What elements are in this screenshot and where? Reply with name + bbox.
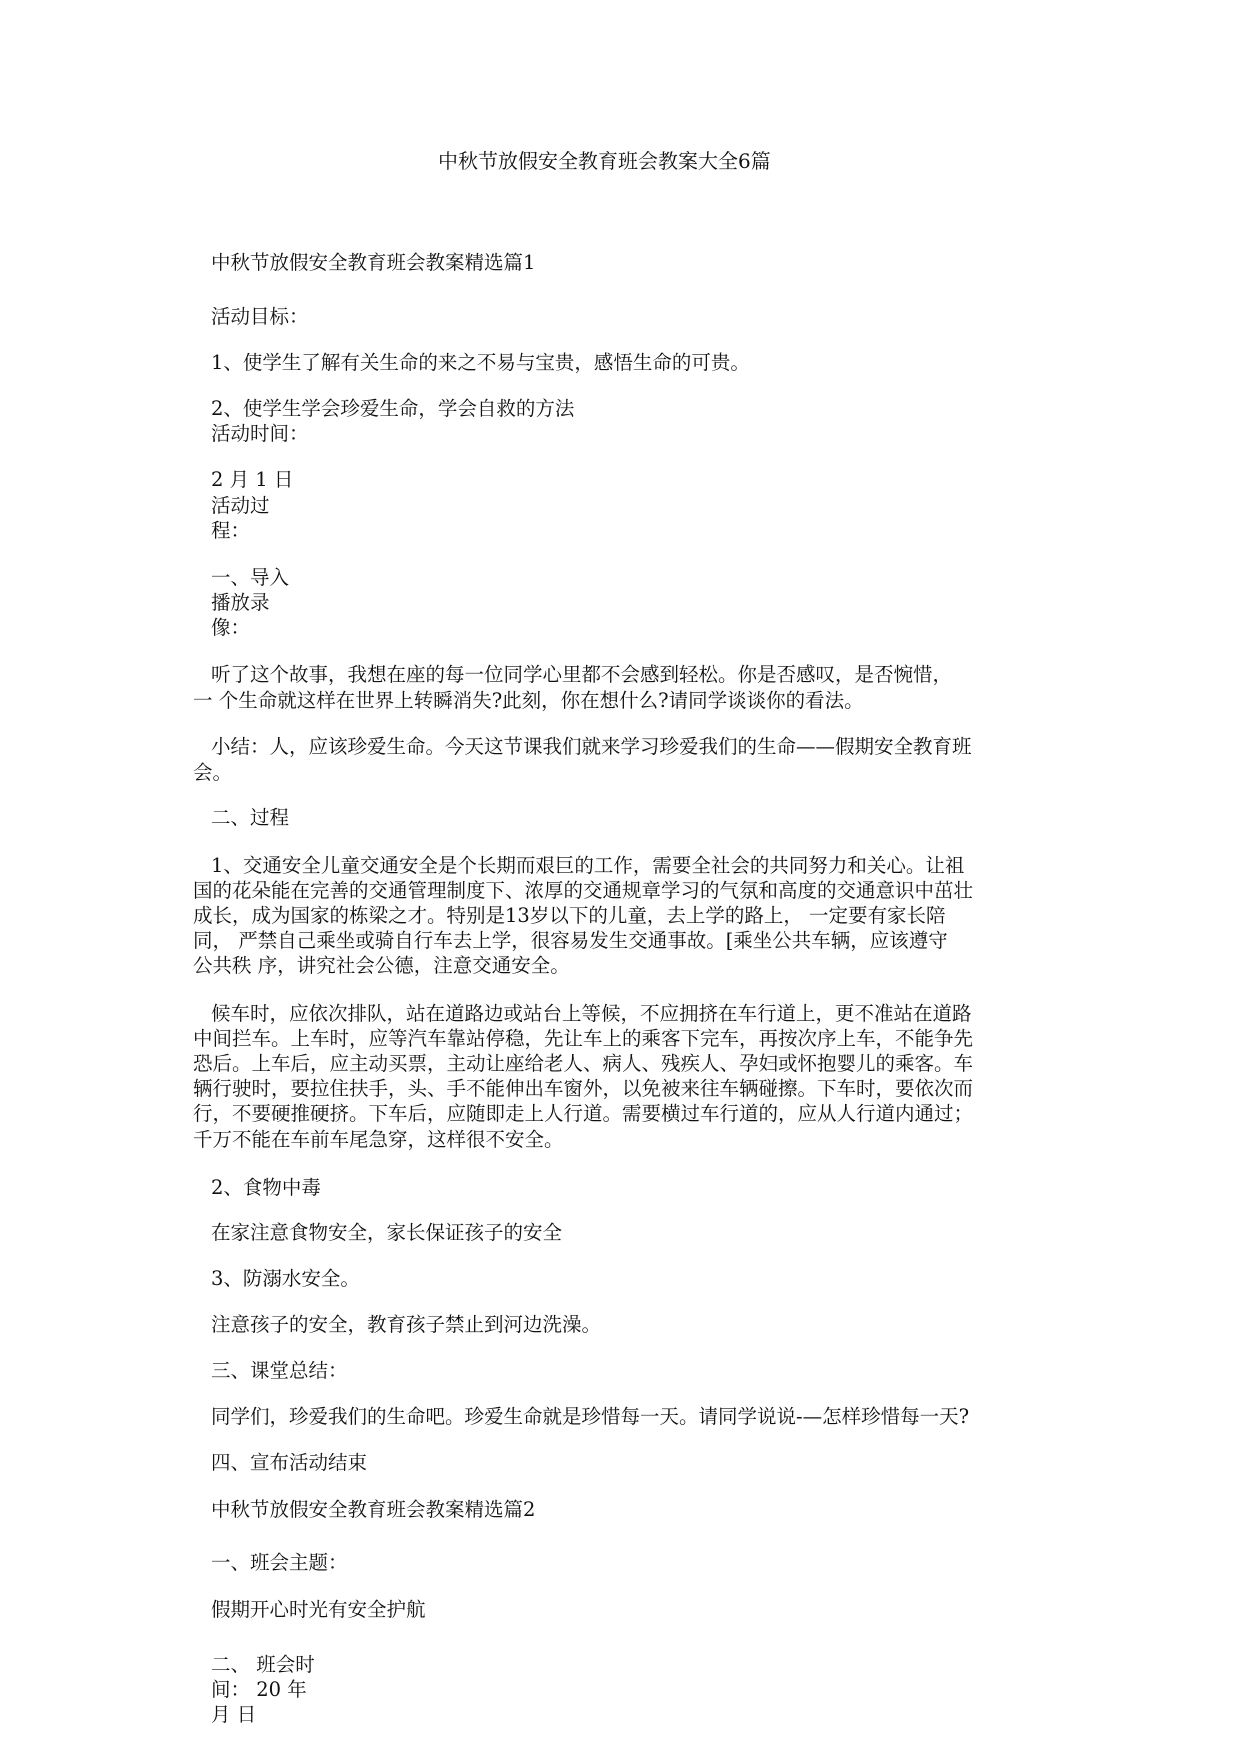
text-line: 播放录 xyxy=(211,591,270,614)
text-line: 在家注意食物安全，家长保证孩子的安全 xyxy=(211,1221,563,1244)
text-line: 一、班会主题： xyxy=(211,1551,348,1574)
text-line: 会。 xyxy=(193,761,233,784)
text-line: 程： xyxy=(211,519,251,542)
text-line: 二、过程 xyxy=(211,806,290,829)
text-line: 三、课堂总结： xyxy=(211,1359,348,1382)
text-line: 一 个生命就这样在世界上转瞬消失?此刻，你在想什么?请同学谈谈你的看法。 xyxy=(193,689,864,712)
text-line: 公共秩 序，讲究社会公德，注意交通安全。 xyxy=(193,954,570,977)
text-line: 国的花朵能在完善的交通管理制度下、浓厚的交通规章学习的气氛和高度的交通意识中茁壮 xyxy=(193,879,974,902)
text-line: 2、使学生学会珍爱生命，学会自救的方法 xyxy=(211,397,575,420)
text-line: 像： xyxy=(211,616,251,639)
text-line: 四、宣布活动结束 xyxy=(211,1451,368,1474)
section-heading: 中秋节放假安全教育班会教案精选篇1 xyxy=(211,251,536,274)
document-title: 中秋节放假安全教育班会教案大全6篇 xyxy=(438,149,771,173)
text-line: 2、食物中毒 xyxy=(211,1176,321,1199)
text-line: 辆行驶时，要拉住扶手，头、手不能伸出车窗外，以免被来往车辆碰擦。下车时，要依次而 xyxy=(193,1077,974,1100)
text-line: 千万不能在车前车尾急穿，这样很不安全。 xyxy=(193,1128,564,1151)
text-line: 同， 严禁自己乘坐或骑自行车去上学，很容易发生交通事故。[乘坐公共车辆，应该遵守 xyxy=(193,929,948,952)
text-line: 月 日 xyxy=(211,1703,257,1726)
text-line: 活动过 xyxy=(211,494,270,517)
text-line: 一、导入 xyxy=(211,566,290,589)
text-line: 假期开心时光有安全护航 xyxy=(211,1598,426,1621)
text-line: 1、使学生了解有关生命的来之不易与宝贵，感悟生命的可贵。 xyxy=(211,351,750,374)
text-line: 2 月 1 日 xyxy=(211,468,294,491)
section-heading: 中秋节放假安全教育班会教案精选篇2 xyxy=(211,1498,536,1521)
text-line: 二、 班会时 xyxy=(211,1653,315,1676)
text-line: 注意孩子的安全，教育孩子禁止到河边洗澡。 xyxy=(211,1313,602,1336)
text-line: 同学们，珍爱我们的生命吧。珍爱生命就是珍惜每一天。请同学说说-—怎样珍惜每一天? xyxy=(211,1405,970,1428)
text-line: 行，不要硬推硬挤。下车后，应随即走上人行道。需要横过车行道的，应从人行道内通过； xyxy=(193,1102,974,1125)
text-line: 听了这个故事，我想在座的每一位同学心里都不会感到轻松。你是否感叹，是否惋惜， xyxy=(211,663,953,686)
text-line: 1、交通安全儿童交通安全是个长期而艰巨的工作，需要全社会的共同努力和关心。让祖 xyxy=(211,854,965,877)
text-line: 中间拦车。上车时，应等汽车靠站停稳，先让车上的乘客下完车，再按次序上车，不能争先 xyxy=(193,1027,974,1050)
text-line: 恐后。上车后，应主动买票，主动让座给老人、病人、残疾人、孕妇或怀抱婴儿的乘客。车 xyxy=(193,1052,974,1075)
text-line: 成长，成为国家的栋梁之才。特别是13岁以下的儿童，去上学的路上， 一定要有家长陪 xyxy=(193,904,946,927)
text-line: 候车时，应依次排队，站在道路边或站台上等候，不应拥挤在车行道上，更不准站在道路 xyxy=(211,1002,972,1025)
text-line: 小结：人，应该珍爱生命。今天这节课我们就来学习珍爱我们的生命——假期安全教育班 xyxy=(211,735,972,758)
text-line: 活动时间： xyxy=(211,422,309,445)
text-line: 3、防溺水安全。 xyxy=(211,1267,360,1290)
text-line: 活动目标： xyxy=(211,305,309,328)
text-line: 间： 20 年 xyxy=(211,1678,307,1701)
